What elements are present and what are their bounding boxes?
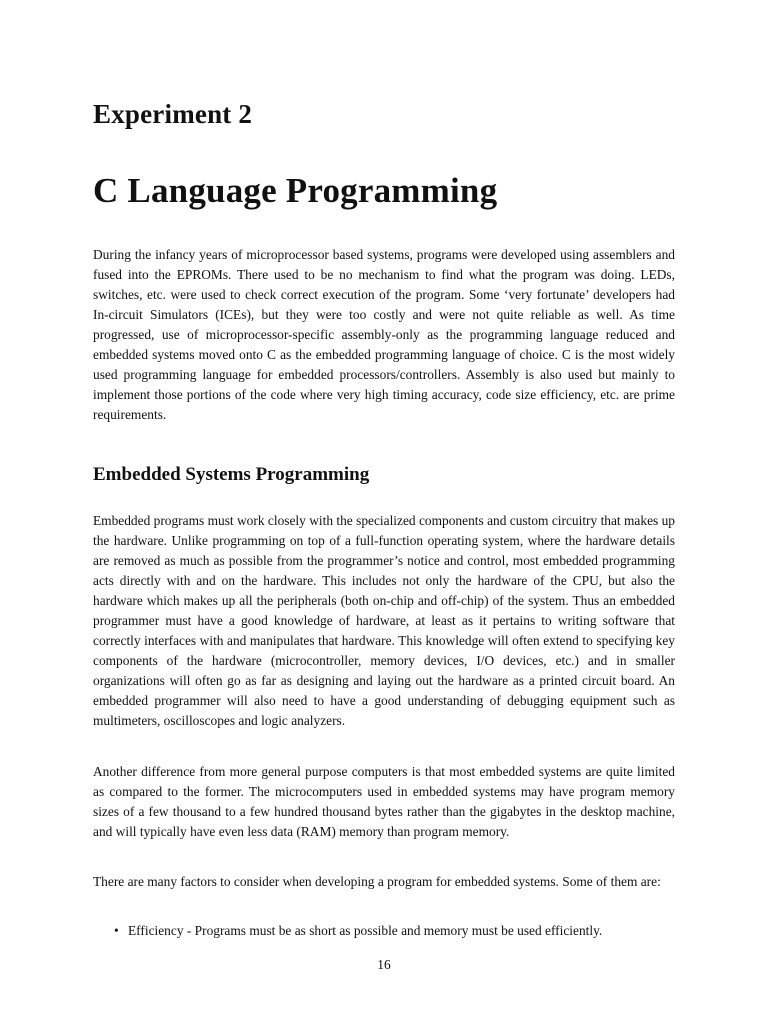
chapter-label: Experiment 2: [93, 99, 253, 129]
page-number: 16: [377, 957, 391, 972]
section-paragraph-2: Another difference from more general purpose computers is that most embedded systems are quite limited as compared to the former. The microcomputers used in embedded systems may have program memory sizes of a few thousand to a few hundred thousand bytes rather than the gigabytes in the desktop machine, and will typically have even less data (RAM) memory than program memory.: [93, 764, 675, 839]
bullet-icon: •: [114, 923, 119, 938]
section-paragraph-3: There are many factors to consider when developing a program for embedded systems. Some of them are:: [93, 874, 661, 889]
section-paragraph-1: Embedded programs must work closely with the specialized components and custom circuitry that makes up the hardware. Unlike programming on top of a full-function operating system, where the hardware details are removed as much as possible from the programmer’s notice and control, most embedded programming acts directly with and on the hardware. This includes not only the hardware of the CPU, but also the hardware which makes up all the peripherals (both on-chip and off-chip) of the system. Thus an embedded programmer must have a good knowledge of hardware, at least as it pertains to writing software that correctly interfaces with and manipulates that hardware. This knowledge will often extend to specifying key components of the hardware (microcontroller, memory devices, I/O devices, etc.) and in smaller organizations will often go as far as designing and laying out the hardware as a printed circuit board. An embedded programmer will also need to have a good understanding of debugging equipment such as multimeters, oscilloscopes and logic analyzers.: [93, 513, 675, 728]
intro-paragraph: During the infancy years of microprocessor based systems, programs were developed using assemblers and fused into the EPROMs. There used to be no mechanism to find what the program was doing. LEDs, switches, etc. were used to check correct execution of the program. Some ‘very fortunate’ developers had In-circuit Simulators (ICEs), but they were too costly and were not quite reliable as well. As time progressed, use of microprocessor-specific assembly-only as the programming language reduced and embedded systems moved onto C as the embedded programming language of choice. C is the most widely used programming language for embedded processors/controllers. Assembly is also used but mainly to implement those portions of the code where very high timing accuracy, code size efficiency, etc. are prime requirements.: [93, 247, 675, 422]
list-item: [112, 921, 675, 941]
chapter-title: C Language Programming: [93, 171, 498, 210]
factor-list: [112, 921, 675, 941]
list-item-text: Efficiency - Programs must be as short as possible and memory must be used efficiently.: [128, 923, 603, 938]
section-title: Embedded Systems Programming: [93, 464, 370, 485]
